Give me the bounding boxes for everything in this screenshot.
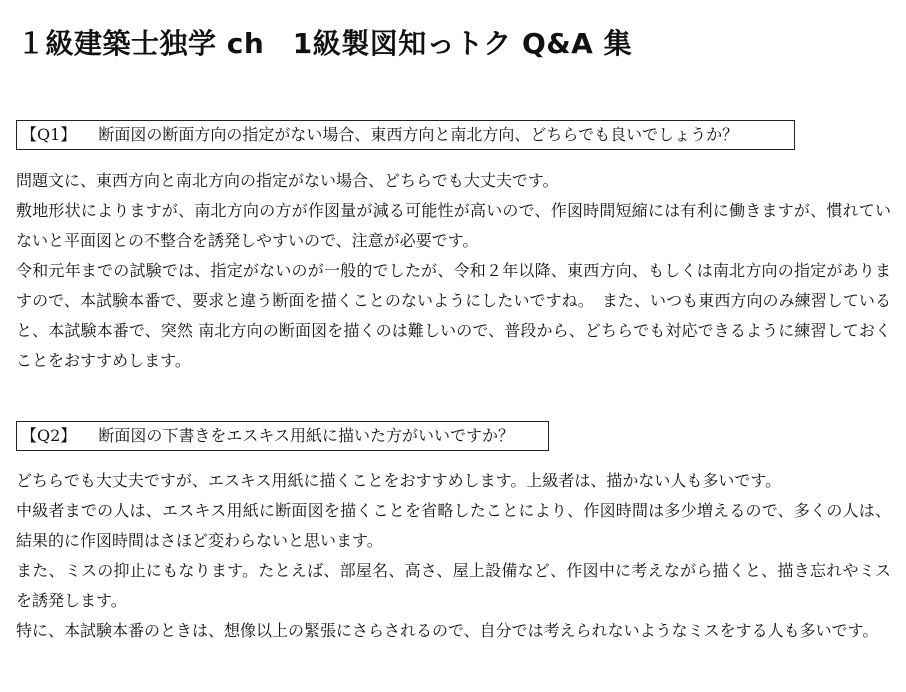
question-number: 【Q1】 <box>21 125 77 144</box>
question-box-q2 <box>16 421 549 451</box>
answer-q2 <box>16 466 891 646</box>
question-box-q1 <box>16 120 795 150</box>
question-text: 断面図の下書きをエスキス用紙に描いた方がいいですか？ <box>98 426 514 445</box>
answer-paragraph: どちらでも大丈夫ですが、エスキス用紙に描くことをおすすめします。上級者は、描かない人も多いです。 <box>16 471 782 490</box>
question-text: 断面図の断面方向の指定がない場合、東西方向と南北方向、どちらでも良いでしょうか？ <box>98 125 739 144</box>
question-number: 【Q2】 <box>21 426 77 445</box>
answer-paragraph: 敷地形状によりますが、南北方向の方が作図量が減る可能性が高いので、作図時間短縮には有利に働きますが、慣れていないと平面図との不整合を誘発しやすいので、注意が必要です。 <box>16 201 891 250</box>
answer-paragraph: 問題文に、東西方向と南北方向の指定がない場合、どちらでも大丈夫です。 <box>16 171 559 190</box>
answer-paragraph: また、ミスの抑止にもなります。たとえば、部屋名、高さ、屋上設備など、作図中に考えながら描くと、描き忘れやミスを誘発します。 <box>16 561 891 610</box>
document-title: １級建築士独学 ch 1級製図知っトク Q&A 集 <box>17 27 633 60</box>
answer-paragraph: 特に、本試験本番のときは、想像以上の緊張にさらされるので、自分では考えられないようなミスをする人も多いです。 <box>16 621 879 640</box>
answer-paragraph: 中級者までの人は、エスキス用紙に断面図を描くことを省略したことにより、作図時間は多少増えるので、多くの人は、結果的に作図時間はさほど変わらないと思います。 <box>16 501 891 550</box>
answer-q1 <box>16 166 891 376</box>
answer-paragraph: 令和元年までの試験では、指定がないのが一般的でしたが、令和２年以降、東西方向、もしくは南北方向の指定がありますので、本試験本番で、要求と違う断面を描くことのないようにしたいですね。 また、いつも東西方向のみ練習していると、本試験本番で、突然 南北方向の断面図を描くのは難しいので、普段から、どちらでも対応できるように練習しておくことをおすすめします。 <box>16 261 891 370</box>
